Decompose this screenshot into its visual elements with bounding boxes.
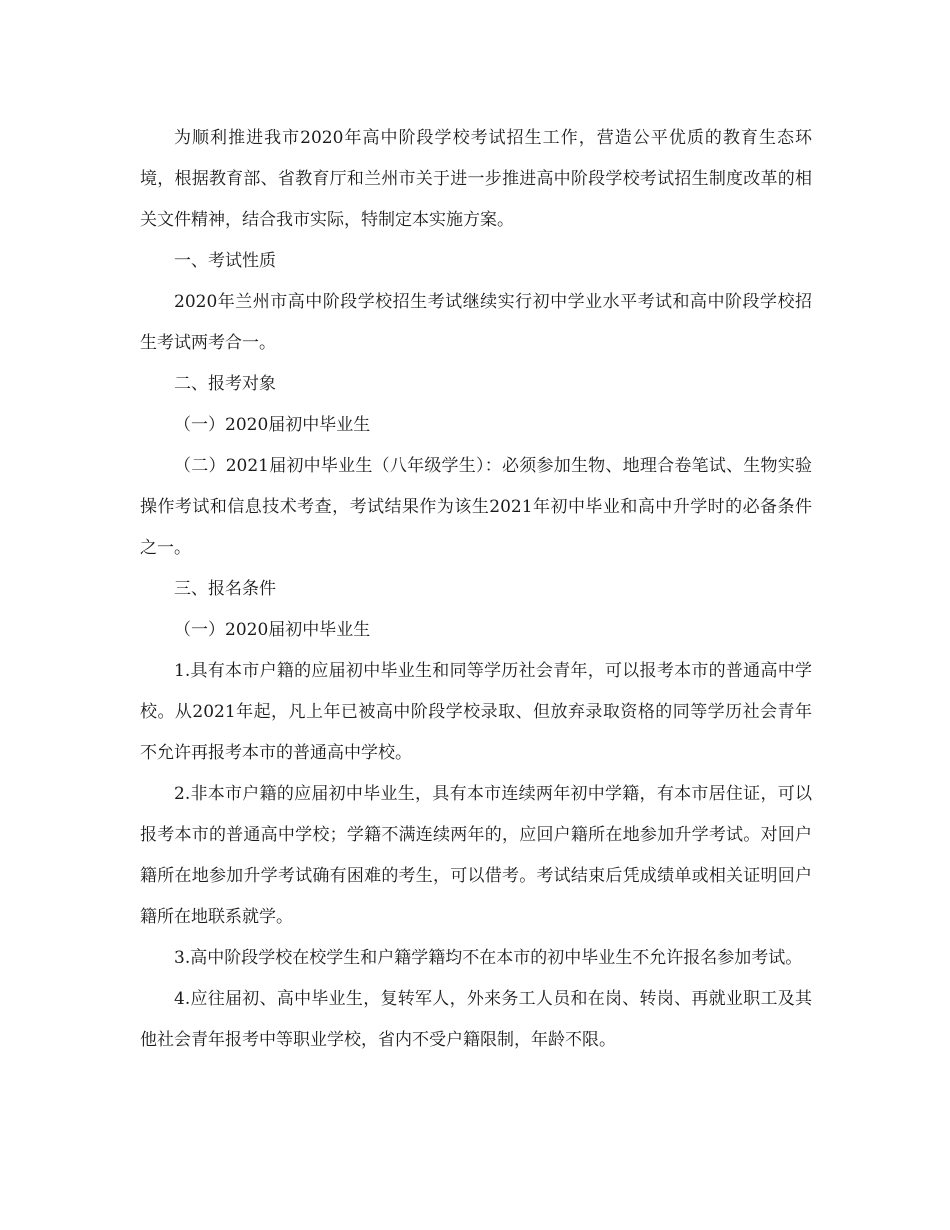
- applicants-item-1: （一）2020届初中毕业生: [174, 415, 371, 435]
- section-heading-exam-nature: 一、考试性质: [174, 251, 276, 271]
- document-page: [140, 118, 812, 1061]
- section-heading-conditions: 三、报名条件: [174, 579, 276, 599]
- exam-nature-paragraph: 2020年兰州市高中阶段学校招生考试继续实行初中学业水平考试和高中阶段学校招生考试两考合一。: [140, 292, 812, 353]
- applicants-item-2: （二）2021届初中毕业生（八年级学生）：必须参加生物、地理合卷笔试、生物实验操作考试和信息技术考查，考试结果作为该生2021年初中毕业和高中升学时的必备条件之一。: [140, 456, 812, 558]
- conditions-item-1: 1.具有本市户籍的应届初中毕业生和同等学历社会青年，可以报考本市的普通高中学校。从2021年起，凡上年已被高中阶段学校录取、但放弃录取资格的同等学历社会青年不允许再报考本市的普通高中学校。: [140, 661, 812, 763]
- conditions-item-2: 2.非本市户籍的应届初中毕业生，具有本市连续两年初中学籍，有本市居住证，可以报考本市的普通高中学校；学籍不满连续两年的，应回户籍所在地参加升学考试。对回户籍所在地参加升学考试确有困难的考生，可以借考。考试结束后凭成绩单或相关证明回户籍所在地联系就学。: [140, 784, 812, 927]
- conditions-item-4: 4.应往届初、高中毕业生，复转军人，外来务工人员和在岗、转岗、再就业职工及其他社会青年报考中等职业学校，省内不受户籍限制，年龄不限。: [140, 989, 812, 1050]
- conditions-item-3: 3.高中阶段学校在校学生和户籍学籍均不在本市的初中毕业生不允许报名参加考试。: [174, 948, 803, 968]
- intro-paragraph: 为顺利推进我市2020年高中阶段学校考试招生工作，营造公平优质的教育生态环境，根据教育部、省教育厅和兰州市关于进一步推进高中阶段学校考试招生制度改革的相关文件精神，结合我市实际，特制定本实施方案。: [140, 128, 812, 230]
- conditions-subheading-1: （一）2020届初中毕业生: [174, 620, 371, 640]
- section-heading-applicants: 二、报考对象: [174, 374, 276, 394]
